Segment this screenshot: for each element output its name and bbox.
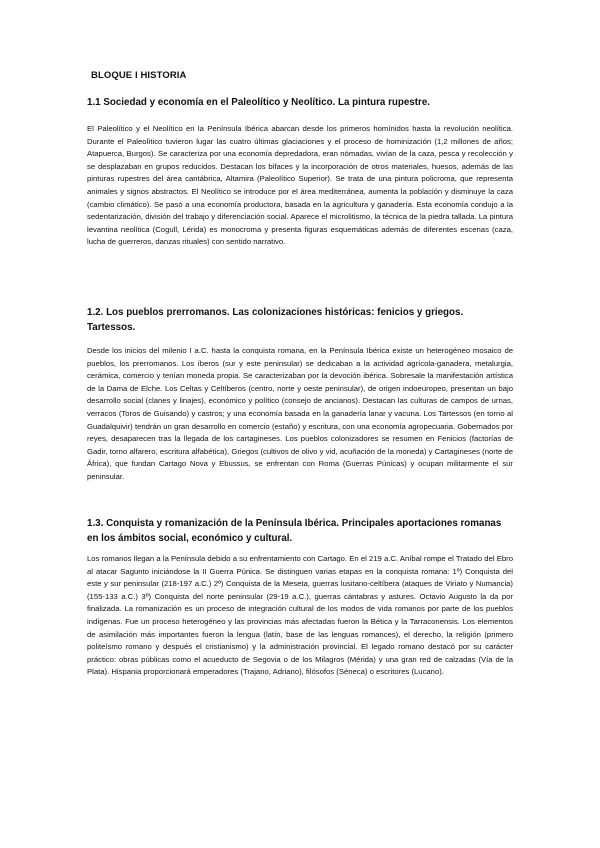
section-heading: 1.1 Sociedad y economía en el Paleolítico y Neolítico. La pintura rupestre. <box>87 97 430 108</box>
section-body: Los romanos llegan a la Península debido a su enfrentamiento con Cartago. En el 219 a.C. Aníbal rompe el Tratado del Ebro al atacar Sagunto iniciándose la II Guerra Púnica. Se distinguen varias etapas en la conquista romana: 1º) Conquista del este y sur peninsular (218-197 a.C.) 2º) Conquista de la Meseta, guerras lusitano-celtíbera (ataques de Viriato y Numancia) (155-133 a.C.) 3º) Conquista del norte peninsular (29-19 a.C.), guerras cántabras y astures. Octavio Augusto la da por finalizada. La romanización es un proceso de integración cultural de los modos de vida romanos por parte de los pueblos indígenas. Fue un proceso heterogéneo y las provincias más afectadas fueron la Bética y la Tarraconensis. Los elementos de asimilación más importantes fueron la lengua (latín, base de las lenguas romances), el derecho, la religión (primero politeísmo romano y después el cristianismo) y la administración provincial. El legado romano destacó por su carácter práctico: obras públicas como el acueducto de Segovia o de los Milagros (Mérida) y una gran red de calzadas (Vía de la Plata). Hispania proporcionará emperadores (Trajano, Adriano), filósofos (Séneca) o escritores (Lucano). <box>87 554 513 677</box>
section-pre-roman-peoples <box>87 305 513 484</box>
section-heading: 1.3. Conquista y romanización de la Península Ibérica. Principales aportaciones romanas en los ámbitos social, económico y cultural. <box>87 518 502 544</box>
block-title: BLOQUE I HISTORIA <box>91 70 187 81</box>
section-roman-conquest <box>87 516 513 679</box>
section-paleolithic-neolithic <box>87 95 513 249</box>
section-body: El Paleolítico y el Neolítico en la Península Ibérica abarcan desde los primeros homínidos hasta la revolución neolítica. Durante el Paleolítico tuvieron lugar las cuatro últimas glaciaciones y el proceso de hominización (1,2 millones de años; Atapuerca, Burgos). Se caracteriza por una economía depredadora, eran nómadas, vivían de la caza, pesca y recolección y se desplazaban en grupos reducidos. Destacan los bifaces y la incorporación de otros materiales, huesos, además de las pinturas rupestres del área cantábrica, Altamira (Paleolítico Superior). Se trata de una pintura policroma, que representa animales y signos abstractos. El Neolítico se introduce por el área mediterránea, aumenta la población y disminuye la caza (cambio climático). Se pasó a una economía productora, basada en la agricultura y ganadería. Esta economía condujo a la sedentarización, división del trabajo y diferenciación social. Aparece el microlitismo, la técnica de la piedra tallada. La pintura levantina neolítica (Cogull, Lérida) es monocroma y presenta figuras esquemáticas además de diferentes escenas (caza, lucha de guerreros, danzas rituales) con sentido narrativo. <box>87 124 513 247</box>
section-body: Desde los inicios del milenio I a.C. hasta la conquista romana, en la Península Ibérica existe un heterogéneo mosaico de pueblos, los prerromanos. Los íberos (sur y este peninsular) se dedicaban a la actividad agrícola-ganadera, metalurgia, cerámica, comercio y tenían moneda propia. Se caracterizaban por la devoción ibérica. Sobresale la manifestación artística de la Dama de Elche. Los Celtas y Celtíberos (centro, norte y oeste peninsular), de origen indoeuropeo, presentan un bajo desarrollo social (clanes y linajes), económico y político (consejo de ancianos). Destacan las culturas de campos de urnas, verracos (Toros de Guisando) y castros; y una economía basada en la ganadería lanar y vacuna. Los Tartessos (en torno al Guadalquivir) tendrán un gran desarrollo en comercio (estaño) y escritura, con una economía agropecuaria. Gobernados por reyes, desaparecen tras la llegada de los cartagineses. Los pueblos colonizadores se resumen en Fenicios (factorías de Gadir, torno alfarero, escritura alfabética), Griegos (cultivos de olivo y vid, acuñación de la moneda) y Cartagineses (norte de África), que fundan Cartago Nova y Ebussus, se enfrentan con Roma (Guerras Púnicas) y ocupan militarmente el sur peninsular. <box>87 346 513 481</box>
section-heading: 1.2. Los pueblos prerromanos. Las colonizaciones históricas: fenicios y griegos. Tartessos. <box>87 307 464 333</box>
